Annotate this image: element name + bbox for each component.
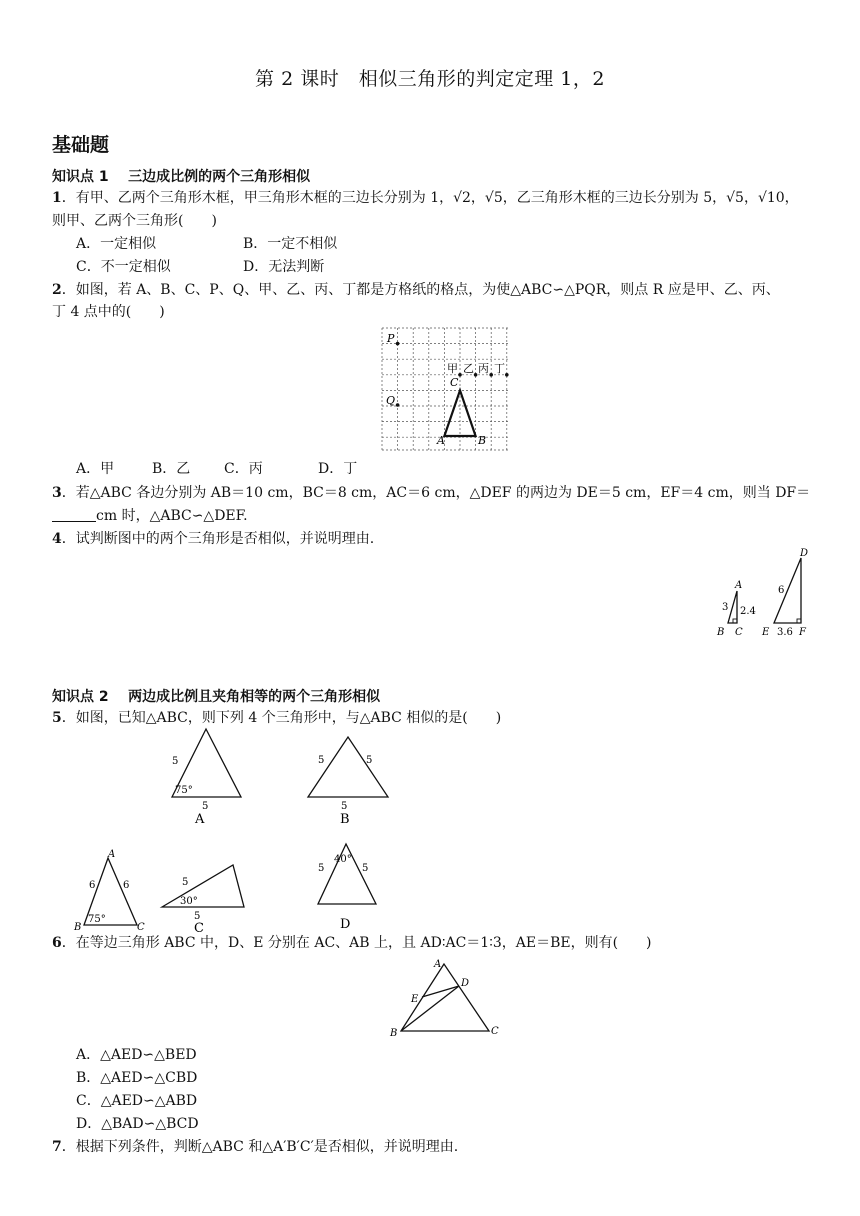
- option-c-caption: C: [194, 921, 204, 934]
- label-b: B: [478, 434, 487, 447]
- q4-label-ac: 2.4: [740, 606, 756, 617]
- label-a: A: [437, 434, 445, 447]
- question-4-text: ．试判断图中的两个三角形是否相似，并说明理由.: [61, 531, 375, 547]
- label-bing: 丙: [478, 362, 489, 375]
- point-jia: [458, 373, 462, 377]
- option-a-side-1: 5: [172, 756, 179, 767]
- q4-label-b: B: [717, 627, 725, 638]
- option-a-side-2: 5: [202, 801, 209, 812]
- small-triangle: [728, 591, 737, 623]
- section-heading: 基础题: [52, 134, 110, 156]
- option-a-caption: A: [195, 812, 205, 827]
- q6-label-a: A: [434, 959, 442, 970]
- knowledge-point-1-text: 三边成比例的两个三角形相似: [128, 169, 311, 185]
- label-yi: 乙: [463, 362, 474, 375]
- question-3-line-2: [52, 506, 248, 526]
- q4-label-ef: 3.6: [777, 627, 793, 638]
- abc-side-2: 6: [123, 880, 130, 891]
- question-1-option-a: A．一定相似: [76, 236, 157, 252]
- option-c-triangle: [162, 865, 244, 907]
- point-ding: [505, 373, 509, 377]
- option-d-angle: 40°: [334, 854, 352, 865]
- option-d-caption: D: [340, 917, 351, 932]
- q6-label-d: D: [461, 978, 470, 989]
- knowledge-point-2: [52, 686, 380, 706]
- q6-label-c: C: [491, 1026, 499, 1037]
- question-2-option-b: B．乙: [152, 461, 191, 477]
- point-p: [396, 342, 400, 346]
- abc-label-c: C: [137, 922, 145, 933]
- knowledge-point-1-label: 知识点 1: [52, 169, 109, 185]
- point-bing: [489, 373, 493, 377]
- option-b-side-3: 5: [341, 801, 348, 812]
- q4-label-ab: 3: [722, 602, 729, 613]
- q4-label-c: C: [735, 627, 743, 638]
- question-5-option-a-figure: [164, 724, 248, 828]
- q6-label-b: B: [390, 1028, 398, 1039]
- question-2-option-a: A．甲: [76, 461, 115, 477]
- option-b-caption: B: [340, 812, 350, 827]
- question-6-option-b: B．△AED∽△CBD: [76, 1070, 198, 1086]
- label-c: C: [450, 376, 459, 389]
- question-6-figure: [386, 956, 504, 1040]
- label-q: Q: [386, 394, 396, 407]
- question-7-line: [52, 1137, 458, 1157]
- question-4-line: [52, 529, 374, 549]
- page-title: 第 2 课时 相似三角形的判定定理 1，2: [255, 68, 605, 90]
- question-3-text-2: cm 时，△ABC∽△DEF.: [96, 508, 248, 524]
- q4-label-de: 6: [778, 585, 785, 596]
- question-3-number: 3: [52, 485, 62, 501]
- question-2-number: 2: [52, 282, 62, 298]
- question-6-option-a: A．△AED∽△BED: [76, 1047, 197, 1063]
- question-2-text: ．如图，若 A、B、C、P、Q、甲、乙、丙、丁都是方格纸的格点，为使△ABC∽△PQR，则点 R 应是甲、乙、丙、: [61, 282, 780, 298]
- option-d-side-1: 5: [318, 863, 325, 874]
- option-d-side-2: 5: [362, 863, 369, 874]
- question-5-option-d-figure: [310, 834, 382, 934]
- knowledge-point-2-text: 两边成比例且夹角相等的两个三角形相似: [128, 689, 381, 705]
- q4-label-a: A: [735, 580, 743, 591]
- option-b-side-1: 5: [318, 755, 325, 766]
- question-1-number: 1: [52, 190, 62, 206]
- question-2-grid-figure: [380, 326, 510, 452]
- question-5-option-b-figure: [300, 726, 394, 830]
- option-c-angle: 30°: [180, 896, 198, 907]
- question-2-option-d: D．丁: [318, 461, 358, 477]
- question-7-number: 7: [52, 1139, 62, 1155]
- question-1-line-1: [52, 188, 799, 208]
- question-6-option-c: C．△AED∽△ABD: [76, 1093, 198, 1109]
- option-a-angle: 75°: [175, 785, 193, 796]
- abc-side-1: 6: [89, 880, 96, 891]
- abc-label-a: A: [108, 849, 116, 860]
- label-p: P: [387, 332, 395, 345]
- question-2-line-2: 丁 4 点中的( ): [52, 304, 165, 320]
- abc-angle: 75°: [88, 914, 106, 925]
- question-1-text: ．有甲、乙两个三角形木框，甲三角形木框的三边长分别为 1，√2，√5，乙三角形木框的三边长分别为 5，√5，√10，: [61, 190, 799, 206]
- question-3-line-1: [52, 483, 810, 503]
- option-c-side-2: 5: [194, 911, 201, 922]
- abc-label-b: B: [74, 922, 82, 933]
- question-2-option-c: C．丙: [224, 461, 263, 477]
- question-7-text: ．根据下列条件，判断△ABC 和△A′B′C′是否相似，并说明理由.: [61, 1139, 459, 1155]
- question-1-option-d: D．无法判断: [243, 259, 325, 275]
- question-5-line: [52, 708, 501, 728]
- q4-label-f: F: [799, 627, 806, 638]
- point-yi: [474, 373, 478, 377]
- knowledge-point-2-label: 知识点 2: [52, 689, 109, 705]
- question-4-number: 4: [52, 531, 62, 547]
- point-q: [396, 403, 400, 407]
- question-2-line-1: [52, 280, 780, 300]
- question-5-number: 5: [52, 710, 62, 726]
- segment-bd: [401, 986, 459, 1031]
- question-1-line-2: 则甲、乙两个三角形( ): [52, 213, 217, 229]
- question-6-option-d: D．△BAD∽△BCD: [76, 1116, 199, 1132]
- q6-label-e: E: [411, 994, 419, 1005]
- question-5-triangle-abc-figure: [70, 846, 150, 934]
- q4-label-e: E: [762, 627, 770, 638]
- segment-ed: [422, 986, 459, 997]
- question-3-text: ．若△ABC 各边分别为 AB＝10 cm，BC＝8 cm，AC＝6 cm，△DEF 的两边为 DE＝5 cm，EF＝4 cm，则当 DF＝: [61, 485, 811, 501]
- option-b-side-2: 5: [366, 755, 373, 766]
- label-ding: 丁: [494, 362, 505, 375]
- question-5-option-c-figure: [156, 856, 248, 934]
- answer-blank[interactable]: [52, 507, 96, 522]
- label-jia: 甲: [447, 362, 458, 375]
- option-c-side-1: 5: [182, 877, 189, 888]
- question-6-text: ．在等边三角形 ABC 中，D、E 分别在 AC、AB 上，且 AD∶AC＝1∶3，AE＝BE，则有( ): [61, 935, 652, 951]
- q4-label-d: D: [800, 548, 809, 559]
- question-1-option-b: B．一定不相似: [243, 236, 338, 252]
- option-b-triangle: [308, 737, 388, 797]
- question-6-number: 6: [52, 935, 62, 951]
- question-1-option-c: C．不一定相似: [76, 259, 171, 275]
- question-4-figure: [712, 546, 816, 646]
- question-6-line: [52, 933, 652, 953]
- knowledge-point-1: [52, 166, 310, 186]
- question-5-text: ．如图，已知△ABC，则下列 4 个三角形中，与△ABC 相似的是( ): [61, 710, 502, 726]
- option-d-triangle: [318, 844, 376, 904]
